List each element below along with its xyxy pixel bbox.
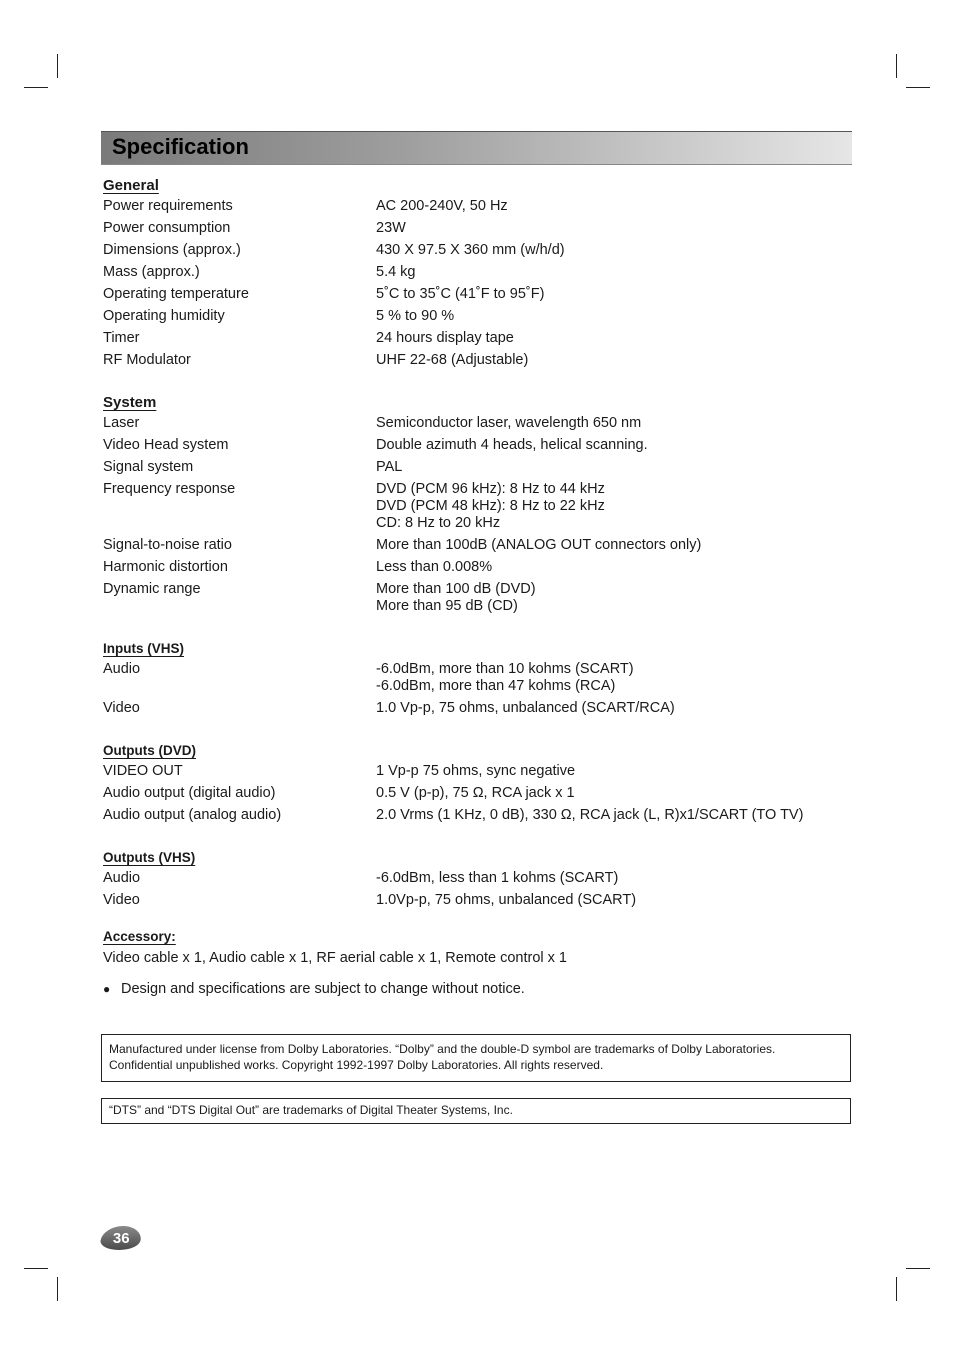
spec-section (103, 176, 843, 369)
spec-row (103, 459, 843, 476)
spec-label: Mass (approx.) (103, 264, 200, 280)
spec-row (103, 661, 843, 695)
spec-value (376, 785, 843, 802)
spec-label: Timer (103, 330, 140, 346)
spec-value (376, 559, 843, 576)
crop-mark (24, 87, 48, 88)
section-heading: General (103, 177, 159, 194)
spec-value-line: More than 100dB (ANALOG OUT connectors only) (376, 537, 702, 553)
spec-value (376, 352, 843, 369)
crop-mark (57, 54, 58, 78)
spec-label: Video (103, 700, 140, 716)
dts-notice-text: “DTS” and “DTS Digital Out” are trademarks of Digital Theater Systems, Inc. (109, 1103, 513, 1117)
spec-value-line: -6.0dBm, less than 1 kohms (SCART) (376, 870, 619, 886)
spec-label: Dynamic range (103, 581, 201, 597)
spec-value (376, 763, 843, 780)
spec-label: Laser (103, 415, 140, 431)
spec-value-line: 1.0 Vp-p, 75 ohms, unbalanced (SCART/RCA) (376, 700, 675, 716)
crop-mark (906, 87, 930, 88)
spec-value (376, 481, 843, 532)
section-heading: System (103, 394, 157, 411)
spec-value (376, 242, 843, 259)
section-heading: Outputs (DVD) (103, 743, 196, 758)
accessory-heading: Accessory: (103, 929, 176, 944)
spec-label: VIDEO OUT (103, 763, 183, 779)
spec-value-line: 1.0Vp-p, 75 ohms, unbalanced (SCART) (376, 892, 637, 908)
spec-value (376, 661, 843, 695)
spec-sections (103, 176, 843, 909)
spec-row (103, 220, 843, 237)
spec-row (103, 807, 843, 824)
page-number: 36 (112, 1229, 130, 1247)
spec-value-line: 5˚C to 35˚C (41˚F to 95˚F) (376, 286, 545, 302)
spec-row (103, 330, 843, 347)
spec-value-line: 430 X 97.5 X 360 mm (w/h/d) (376, 242, 565, 258)
spec-label: Frequency response (103, 481, 236, 497)
crop-mark (906, 1268, 930, 1269)
spec-value (376, 264, 843, 281)
page-number-badge (99, 1226, 143, 1250)
spec-label: Signal-to-noise ratio (103, 537, 232, 553)
spec-value-line: -6.0dBm, more than 10 kohms (SCART) (376, 661, 634, 677)
spec-section (103, 848, 843, 909)
spec-row (103, 286, 843, 303)
spec-row (103, 352, 843, 369)
spec-value-line: AC 200-240V, 50 Hz (376, 198, 508, 214)
spec-value-line: Less than 0.008% (376, 559, 493, 575)
spec-value-line: UHF 22-68 (Adjustable) (376, 352, 529, 368)
spec-row (103, 537, 843, 554)
crop-mark (57, 1277, 58, 1301)
spec-value (376, 700, 843, 717)
spec-value-line: DVD (PCM 48 kHz): 8 Hz to 22 kHz (376, 498, 605, 514)
spec-value (376, 308, 843, 325)
dolby-notice-box (101, 1034, 851, 1082)
dts-notice-box (101, 1098, 851, 1124)
spec-label: Signal system (103, 459, 194, 475)
spec-value-line: 2.0 Vrms (1 KHz, 0 dB), 330 Ω, RCA jack (L, R)x1/SCART (TO TV) (376, 807, 804, 823)
spec-row (103, 481, 843, 532)
spec-row (103, 437, 843, 454)
crop-mark (896, 54, 897, 78)
spec-value (376, 807, 843, 824)
spec-value-line: PAL (376, 459, 403, 475)
spec-value-line: Semiconductor laser, wavelength 650 nm (376, 415, 642, 431)
change-notice-text: Design and specifications are subject to change without notice. (121, 981, 525, 997)
section-heading: Inputs (VHS) (103, 641, 184, 656)
spec-label: Power requirements (103, 198, 233, 214)
spec-value (376, 220, 843, 237)
spec-row (103, 308, 843, 325)
spec-label: Audio (103, 661, 141, 677)
spec-value (376, 198, 843, 215)
accessory-section (103, 927, 843, 998)
spec-value-line: Double azimuth 4 heads, helical scanning. (376, 437, 648, 453)
spec-row (103, 198, 843, 215)
change-notice (103, 980, 843, 998)
title-bar (101, 131, 852, 165)
spec-label: Audio output (analog audio) (103, 807, 282, 823)
spec-content (103, 176, 843, 1012)
spec-label: Video Head system (103, 437, 229, 453)
spec-section (103, 639, 843, 717)
spec-label: Audio (103, 870, 141, 886)
spec-value (376, 415, 843, 432)
spec-row (103, 581, 843, 615)
spec-value (376, 870, 843, 887)
spec-label: RF Modulator (103, 352, 191, 368)
spec-value (376, 892, 843, 909)
spec-section (103, 741, 843, 824)
spec-section (103, 393, 843, 615)
spec-value-line: More than 95 dB (CD) (376, 598, 518, 614)
spec-row (103, 559, 843, 576)
spec-row (103, 892, 843, 909)
spec-value-line: 1 Vp-p 75 ohms, sync negative (376, 763, 576, 779)
spec-label: Audio output (digital audio) (103, 785, 276, 801)
spec-value-line: 0.5 V (p-p), 75 Ω, RCA jack x 1 (376, 785, 575, 801)
bullet-icon: ● (103, 982, 111, 996)
spec-value (376, 437, 843, 454)
dolby-notice-line: Manufactured under license from Dolby Laboratories. “Dolby” and the double-D symbol are trademarks of Dolby Laboratories. (109, 1042, 776, 1056)
crop-mark (24, 1268, 48, 1269)
spec-value-line: DVD (PCM 96 kHz): 8 Hz to 44 kHz (376, 481, 605, 497)
spec-row (103, 763, 843, 780)
spec-row (103, 870, 843, 887)
spec-value (376, 286, 843, 303)
spec-label: Video (103, 892, 140, 908)
spec-value (376, 581, 843, 615)
spec-value (376, 330, 843, 347)
accessory-text: Video cable x 1, Audio cable x 1, RF aerial cable x 1, Remote control x 1 (103, 950, 567, 966)
spec-label: Operating humidity (103, 308, 225, 324)
spec-value (376, 537, 843, 554)
spec-row (103, 785, 843, 802)
spec-value-line: 24 hours display tape (376, 330, 514, 346)
spec-value-line: -6.0dBm, more than 47 kohms (RCA) (376, 678, 616, 694)
spec-row (103, 242, 843, 259)
spec-label: Power consumption (103, 220, 231, 236)
crop-mark (896, 1277, 897, 1301)
spec-row (103, 415, 843, 432)
spec-value-line: CD: 8 Hz to 20 kHz (376, 515, 501, 531)
spec-value-line: More than 100 dB (DVD) (376, 581, 536, 597)
spec-value-line: 5.4 kg (376, 264, 416, 280)
spec-value (376, 459, 843, 476)
spec-value-line: 23W (376, 220, 406, 236)
section-heading: Outputs (VHS) (103, 850, 196, 865)
spec-label: Dimensions (approx.) (103, 242, 241, 258)
spec-label: Operating temperature (103, 286, 249, 302)
spec-row (103, 700, 843, 717)
spec-row (103, 264, 843, 281)
dolby-notice-line: Confidential unpublished works. Copyright 1992-1997 Dolby Laboratories. All rights reserved. (109, 1058, 604, 1072)
page-title: Specification (112, 134, 249, 159)
spec-value-line: 5 % to 90 % (376, 308, 455, 324)
spec-label: Harmonic distortion (103, 559, 228, 575)
